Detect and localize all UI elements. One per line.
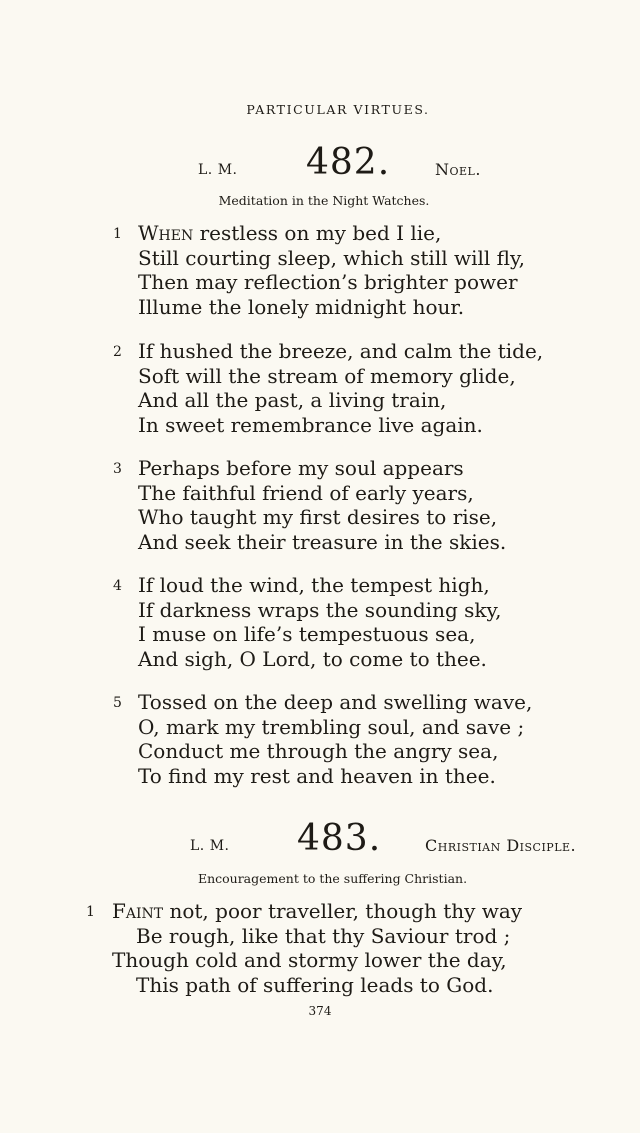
verse-line: This path of suffering leads to God. [136, 972, 494, 997]
stanza-number: 1 [86, 904, 95, 920]
tune-name: Noel. [435, 160, 481, 179]
verse-line: O, mark my trembling soul, and save ; [138, 714, 525, 739]
stanza-number: 4 [113, 578, 122, 594]
stanza [113, 339, 544, 437]
stanza-number: 5 [113, 695, 122, 711]
stanza [113, 456, 507, 554]
hymn-subtitle: Meditation in the Night Watches. [218, 193, 430, 208]
hymn-meter: L. M. [198, 162, 238, 178]
stanza [113, 690, 533, 788]
stanza [86, 899, 523, 997]
verse-line: Then may reflection’s brighter power [138, 270, 518, 294]
stanza-number: 1 [113, 226, 122, 242]
hymn-subtitle: Encouragement to the suffering Christian. [197, 871, 468, 886]
verse-line: Who taught my first desires to rise, [138, 505, 498, 529]
first-word: When [138, 221, 194, 245]
verse-line: Conduct me through the angry sea, [138, 739, 499, 763]
verse-line: If darkness wraps the sounding sky, [138, 597, 502, 622]
verse-line: If hushed the breeze, and calm the tide, [138, 339, 544, 363]
verse-line: Faint not, poor traveller, though thy way [112, 899, 523, 923]
verse-line: When restless on my bed I lie, [138, 221, 442, 245]
hymn-482-header [0, 142, 640, 188]
verse-line: Illume the lonely midnight hour. [138, 294, 465, 319]
verse-line: In sweet remembrance live again. [138, 412, 483, 437]
verse-line: If loud the wind, the tempest high, [138, 573, 490, 597]
stanza-number: 3 [113, 461, 122, 477]
verse-line: Still courting sleep, which still will fly, [138, 245, 525, 270]
stanza [113, 221, 525, 319]
verse-line: The faithful friend of early years, [138, 480, 474, 505]
verse-line: And sigh, O Lord, to come to thee. [138, 646, 487, 671]
verse-line: Be rough, like that thy Saviour trod ; [136, 923, 511, 948]
hymn-483-header [0, 818, 640, 866]
running-head: PARTICULAR VIRTUES. [246, 102, 430, 117]
verse-line: And seek their treasure in the skies. [138, 529, 507, 554]
stanza [113, 573, 502, 671]
verse-line: To find my rest and heaven in thee. [138, 763, 496, 788]
hymn-number: 482. [306, 142, 391, 183]
verse-line: I muse on life’s tempestuous sea, [138, 622, 476, 646]
stanza-number: 2 [113, 344, 122, 360]
verse-line: And all the past, a living train, [138, 388, 447, 412]
hymn-meter: L. M. [190, 838, 230, 854]
tune-name: Christian Disciple. [425, 836, 577, 855]
page-number: 374 [308, 1004, 332, 1018]
hymn-number: 483. [297, 818, 382, 859]
verse-line: Though cold and stormy lower the day, [112, 948, 507, 972]
verse-line: Tossed on the deep and swelling wave, [138, 690, 533, 714]
verse-line: Soft will the stream of memory glide, [138, 363, 516, 388]
first-word: Faint [112, 899, 164, 923]
verse-line: Perhaps before my soul appears [138, 456, 464, 480]
